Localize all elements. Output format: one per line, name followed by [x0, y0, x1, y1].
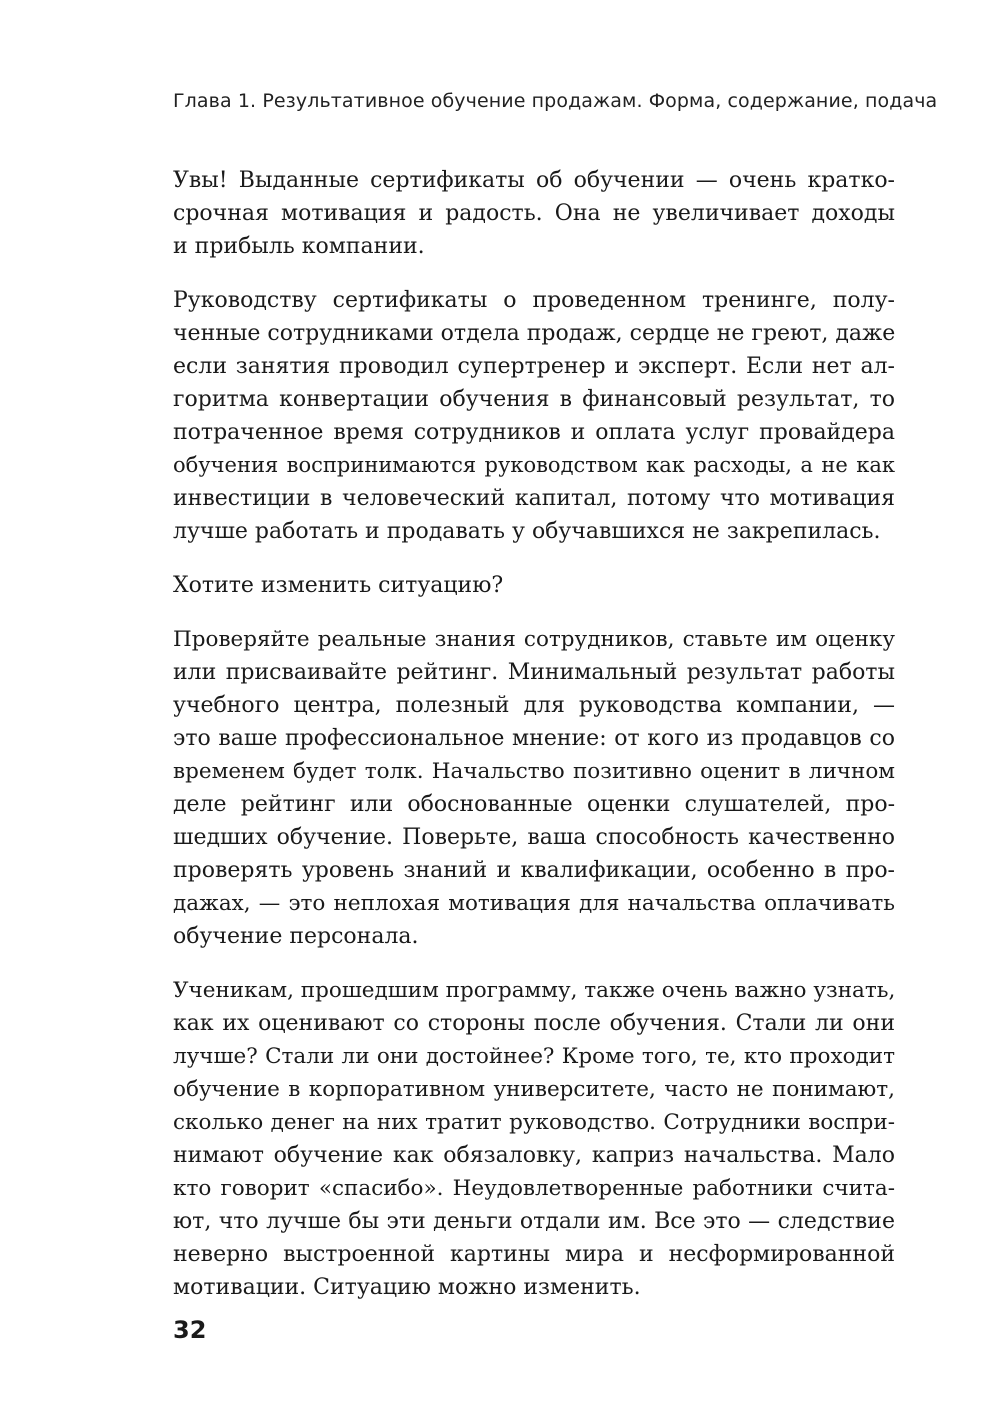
text-line: обучение в корпоративном университете, часто не понимают, — [173, 1077, 895, 1102]
text-line: деле рейтинг или обоснованные оценки слушателей, про- — [173, 792, 895, 817]
text-line: инвестиции в человеческий капитал, потому что мотивация — [173, 486, 895, 511]
text-line: и прибыль компании. — [173, 234, 425, 259]
text-line: Увы! Выданные сертификаты об обучении — очень кратко- — [173, 168, 895, 193]
text-line: как их оценивают со стороны после обучения. Стали ли они — [173, 1011, 895, 1036]
text-line: мотивации. Ситуацию можно изменить. — [173, 1275, 641, 1300]
text-line: лучше? Стали ли они достойнее? Кроме того, те, кто проходит — [173, 1044, 895, 1069]
paragraph — [173, 164, 895, 263]
text-line: или присваивайте рейтинг. Минимальный результат работы — [173, 660, 895, 685]
text-line: проверять уровень знаний и квалификации, особенно в про- — [173, 858, 895, 883]
text-line: учебного центра, полезный для руководства компании, — — [173, 693, 895, 718]
text-line: потраченное время сотрудников и оплата услуг провайдера — [173, 420, 895, 445]
paragraph — [173, 623, 895, 953]
text-line: Хотите изменить ситуацию? — [173, 573, 504, 598]
paragraph — [173, 284, 895, 548]
text-line: горитма конвертации обучения в финансовый результат, то — [173, 387, 895, 412]
text-line: лучше работать и продавать у обучавшихся не закрепилась. — [173, 519, 881, 544]
text-line: нимают обучение как обязаловку, каприз начальства. Мало — [173, 1143, 895, 1168]
text-line: Руководству сертификаты о проведенном тренинге, полу- — [173, 288, 895, 313]
running-head: Глава 1. Результативное обучение продажам. Форма, содержание, подача — [173, 90, 938, 112]
text-line: обучение персонала. — [173, 924, 419, 949]
text-line: ченные сотрудниками отдела продаж, сердце не греют, даже — [173, 321, 896, 346]
text-line: сколько денег на них тратит руководство. Сотрудники воспри- — [173, 1110, 895, 1135]
paragraph — [173, 974, 895, 1304]
text-line: Ученикам, прошедшим программу, также очень важно узнать, — [173, 978, 896, 1003]
text-line: если занятия проводил супертренер и эксперт. Если нет ал- — [173, 354, 895, 379]
text-line: временем будет толк. Начальство позитивно оценит в личном — [173, 759, 895, 784]
text-line: неверно выстроенной картины мира и несформированной — [173, 1242, 895, 1267]
body-text — [173, 164, 895, 1325]
text-line: ют, что лучше бы эти деньги отдали им. Все это — следствие — [173, 1209, 895, 1234]
text-line: это ваше профессиональное мнение: от кого из продавцов со — [173, 726, 895, 751]
text-line: кто говорит «спасибо». Неудовлетворенные работники счита- — [173, 1176, 895, 1201]
text-line: шедших обучение. Поверьте, ваша способность качественно — [173, 825, 895, 850]
text-line: дажах, — это неплохая мотивация для начальства оплачивать — [173, 891, 895, 916]
text-line: Проверяйте реальные знания сотрудников, ставьте им оценку — [173, 627, 895, 652]
text-line: срочная мотивация и радость. Она не увеличивает доходы — [173, 201, 895, 226]
paragraph — [173, 569, 895, 602]
text-line: обучения воспринимаются руководством как расходы, а не как — [173, 453, 895, 477]
page-number: 32 — [173, 1316, 207, 1344]
